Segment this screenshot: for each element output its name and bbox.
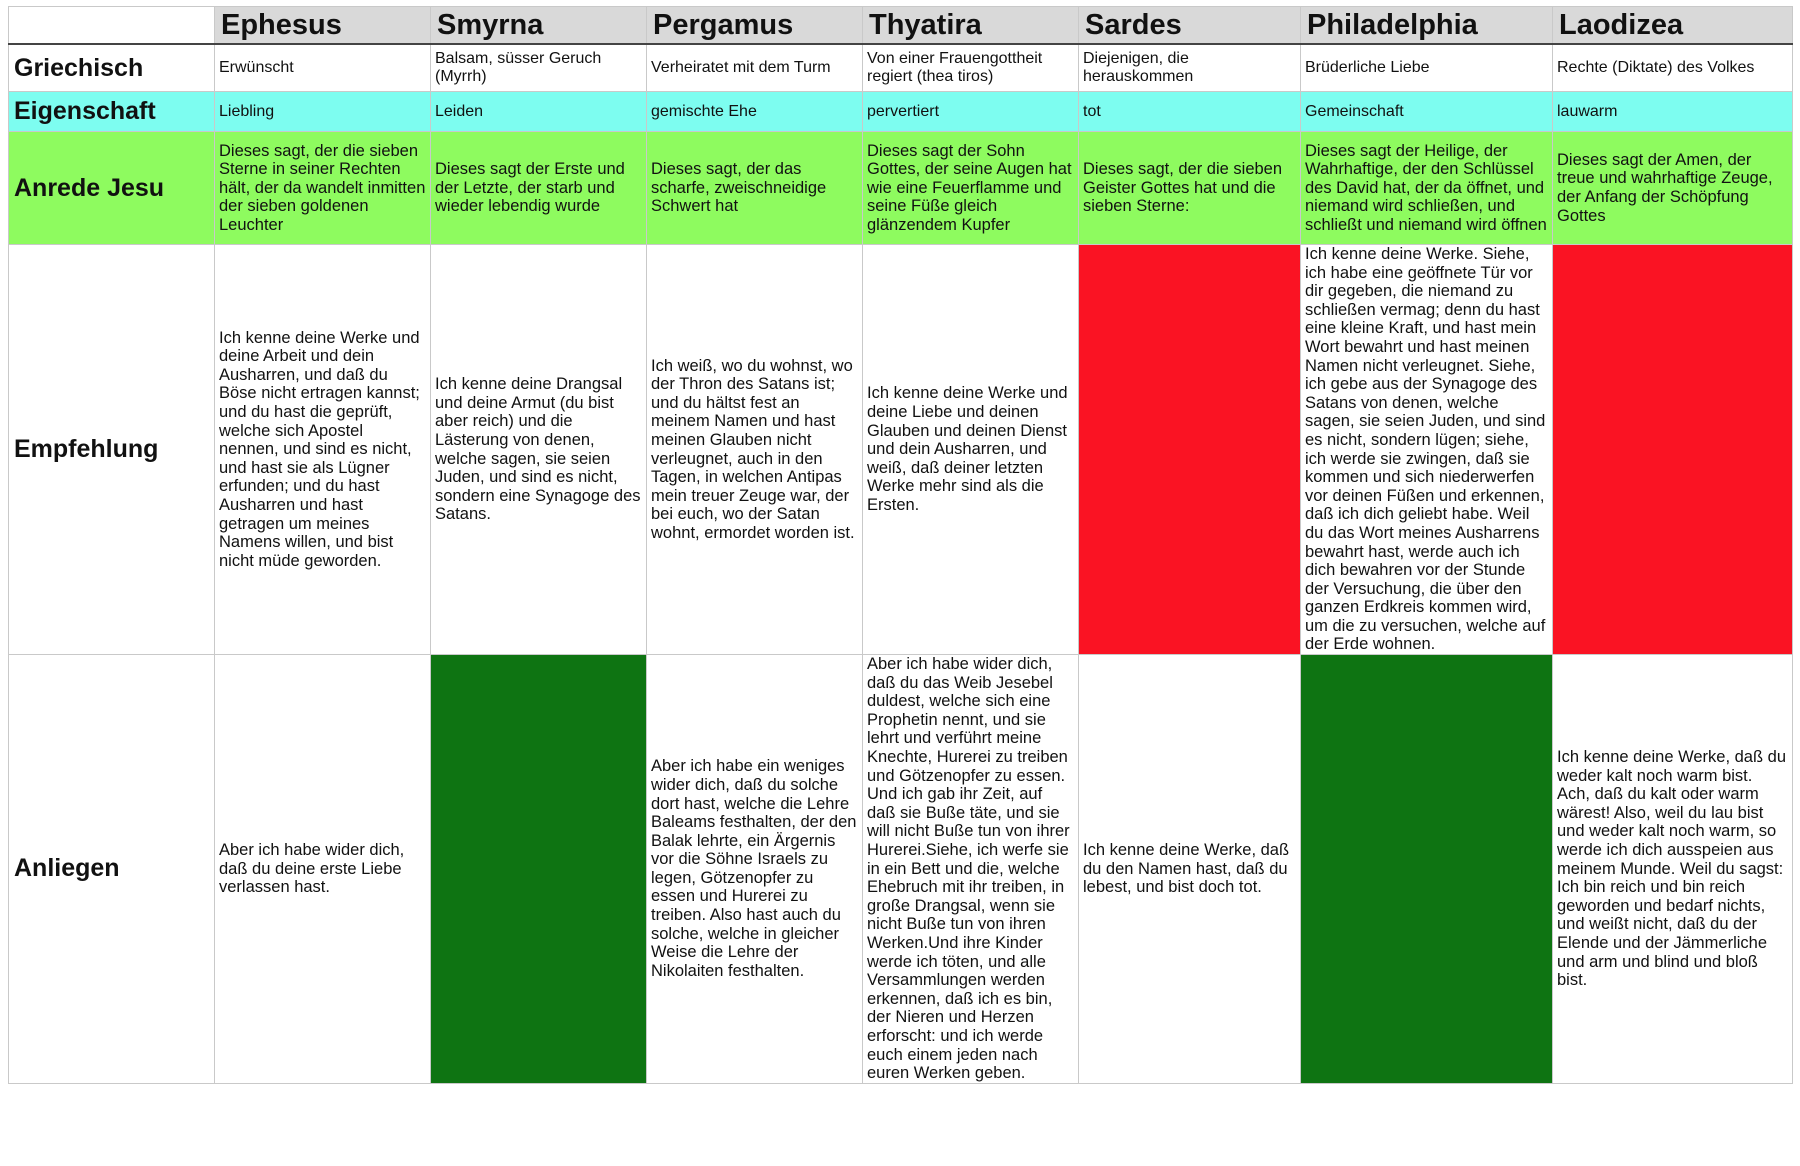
column-header-ephesus: Ephesus xyxy=(215,7,431,45)
column-header-philadelphia: Philadelphia xyxy=(1301,7,1553,45)
row-label-griechisch: Griechisch xyxy=(9,44,215,92)
row-eigenschaft xyxy=(9,92,1793,132)
cell-empfehlung-pergamus: Ich weiß, wo du wohnst, wo der Thron des Satans ist; und du hältst fest an meinem Namen und hast meinen Glauben nicht verleugnet, auch in den Tagen, in welchen Antipas mein treuer Zeuge war, der bei euch, wo der Satan wohnt, ermordet worden ist. xyxy=(647,245,863,655)
cell-griechisch-ephesus: Erwünscht xyxy=(215,44,431,92)
column-header-laodizea: Laodizea xyxy=(1553,7,1793,45)
cell-anrede-laodizea: Dieses sagt der Amen, der treue und wahrhaftige Zeuge, der Anfang der Schöpfung Gottes xyxy=(1553,132,1793,245)
column-header-thyatira: Thyatira xyxy=(863,7,1079,45)
cell-griechisch-philadelphia: Brüderliche Liebe xyxy=(1301,44,1553,92)
cell-griechisch-smyrna: Balsam, süsser Geruch (Myrrh) xyxy=(431,44,647,92)
cell-anliegen-pergamus: Aber ich habe ein weniges wider dich, daß du solche dort hast, welche die Lehre Baleams festhalten, der den Balak lehrte, ein Ärgernis vor die Söhne Israels zu legen, Götzenopfer zu essen und Hurerei zu treiben. Also hast auch du solche, welche in gleicher Weise die Lehre der Nikolaiten festhalten. xyxy=(647,655,863,1084)
cell-empfehlung-ephesus: Ich kenne deine Werke und deine Arbeit und dein Ausharren, und daß du Böse nicht ertragen kannst; und du hast die geprüft, welche sich Apostel nennen, und sind es nicht, und hast sie als Lügner erfunden; und du hast Ausharren und hast getragen um meines Namens willen, und bist nicht müde geworden. xyxy=(215,245,431,655)
cell-anrede-pergamus: Dieses sagt, der das scharfe, zweischneidige Schwert hat xyxy=(647,132,863,245)
cell-griechisch-laodizea: Rechte (Diktate) des Volkes xyxy=(1553,44,1793,92)
cell-anliegen-laodizea: Ich kenne deine Werke, daß du weder kalt noch warm bist. Ach, daß du kalt oder warm wärest! Also, weil du lau bist und weder kalt noch warm, so werde ich dich ausspeien aus meinem Munde. Weil du sagst: Ich bin reich und bin reich geworden und bedarf nichts, und weißt nicht, daß du der Elende und der Jämmerliche und arm und blind und bloß bist. xyxy=(1553,655,1793,1084)
row-label-anliegen: Anliegen xyxy=(9,655,215,1084)
cell-anrede-ephesus: Dieses sagt, der die sieben Sterne in seiner Rechten hält, der da wandelt inmitten der sieben goldenen Leuchter xyxy=(215,132,431,245)
cell-eigenschaft-pergamus: gemischte Ehe xyxy=(647,92,863,132)
column-header-pergamus: Pergamus xyxy=(647,7,863,45)
cell-empfehlung-thyatira: Ich kenne deine Werke und deine Liebe und deinen Glauben und deinen Dienst und dein Ausharren, und weiß, daß deiner letzten Werke mehr sind als die Ersten. xyxy=(863,245,1079,655)
cell-empfehlung-sardes-empty xyxy=(1079,245,1301,655)
cell-griechisch-sardes: Diejenigen, die herauskommen xyxy=(1079,44,1301,92)
cell-anliegen-philadelphia-empty xyxy=(1301,655,1553,1084)
cell-anrede-sardes: Dieses sagt, der die sieben Geister Gottes hat und die sieben Sterne: xyxy=(1079,132,1301,245)
seven-churches-table xyxy=(8,6,1793,1084)
cell-griechisch-thyatira: Von einer Frauengottheit regiert (thea tiros) xyxy=(863,44,1079,92)
column-header-sardes: Sardes xyxy=(1079,7,1301,45)
row-griechisch xyxy=(9,44,1793,92)
cell-empfehlung-philadelphia: Ich kenne deine Werke. Siehe, ich habe eine geöffnete Tür vor dir gegeben, die niemand zu schließen vermag; denn du hast eine kleine Kraft, und hast mein Wort bewahrt und hast meinen Namen nicht verleugnet. Siehe, ich gebe aus der Synagoge des Satans von denen, welche sagen, sie seien Juden, und sind es nicht, sondern lügen; siehe, ich werde sie zwingen, daß sie kommen und sich niederwerfen vor deinen Füßen und erkennen, daß ich dich geliebt habe. Weil du das Wort meines Ausharrens bewahrt hast, werde auch ich dich bewahren vor der Stunde der Versuchung, die über den ganzen Erdkreis kommen wird, um die zu versuchen, welche auf der Erde wohnen. xyxy=(1301,245,1553,655)
cell-eigenschaft-ephesus: Liebling xyxy=(215,92,431,132)
cell-griechisch-pergamus: Verheiratet mit dem Turm xyxy=(647,44,863,92)
cell-eigenschaft-philadelphia: Gemeinschaft xyxy=(1301,92,1553,132)
row-label-eigenschaft: Eigenschaft xyxy=(9,92,215,132)
cell-anrede-smyrna: Dieses sagt der Erste und der Letzte, der starb und wieder lebendig wurde xyxy=(431,132,647,245)
row-label-empfehlung: Empfehlung xyxy=(9,245,215,655)
cell-empfehlung-smyrna: Ich kenne deine Drangsal und deine Armut (du bist aber reich) und die Lästerung von denen, welche sagen, sie seien Juden, und sind es nicht, sondern eine Synagoge des Satans. xyxy=(431,245,647,655)
row-anliegen xyxy=(9,655,1793,1084)
cell-eigenschaft-smyrna: Leiden xyxy=(431,92,647,132)
cell-anliegen-thyatira: Aber ich habe wider dich, daß du das Weib Jesebel duldest, welche sich eine Prophetin nennt, und sie lehrt und verführt meine Knechte, Hurerei zu treiben und Götzenopfer zu essen. Und ich gab ihr Zeit, auf daß sie Buße täte, und sie will nicht Buße tun von ihrer Hurerei.Siehe, ich werfe sie in ein Bett und die, welche Ehebruch mit ihr treiben, in große Drangsal, wenn sie nicht Buße tun von ihren Werken.Und ihre Kinder werde ich töten, und alle Versammlungen werden erkennen, daß ich es bin, der Nieren und Herzen erforscht: und ich werde euch einem jeden nach euren Werken geben. xyxy=(863,655,1079,1084)
column-header-smyrna: Smyrna xyxy=(431,7,647,45)
cell-anliegen-smyrna-empty xyxy=(431,655,647,1084)
cell-anliegen-ephesus: Aber ich habe wider dich, daß du deine erste Liebe verlassen hast. xyxy=(215,655,431,1084)
cell-anrede-philadelphia: Dieses sagt der Heilige, der Wahrhaftige, der den Schlüssel des David hat, der da öffnet, und niemand wird schließen, und schließt und niemand wird öffnen xyxy=(1301,132,1553,245)
cell-eigenschaft-thyatira: pervertiert xyxy=(863,92,1079,132)
cell-anrede-thyatira: Dieses sagt der Sohn Gottes, der seine Augen hat wie eine Feuerflamme und seine Füße gleich glänzendem Kupfer xyxy=(863,132,1079,245)
row-label-anrede-jesu: Anrede Jesu xyxy=(9,132,215,245)
cell-eigenschaft-sardes: tot xyxy=(1079,92,1301,132)
corner-cell xyxy=(9,7,215,45)
row-anrede-jesu xyxy=(9,132,1793,245)
cell-eigenschaft-laodizea: lauwarm xyxy=(1553,92,1793,132)
header-row xyxy=(9,7,1793,45)
cell-empfehlung-laodizea-empty xyxy=(1553,245,1793,655)
row-empfehlung xyxy=(9,245,1793,655)
cell-anliegen-sardes: Ich kenne deine Werke, daß du den Namen hast, daß du lebest, und bist doch tot. xyxy=(1079,655,1301,1084)
